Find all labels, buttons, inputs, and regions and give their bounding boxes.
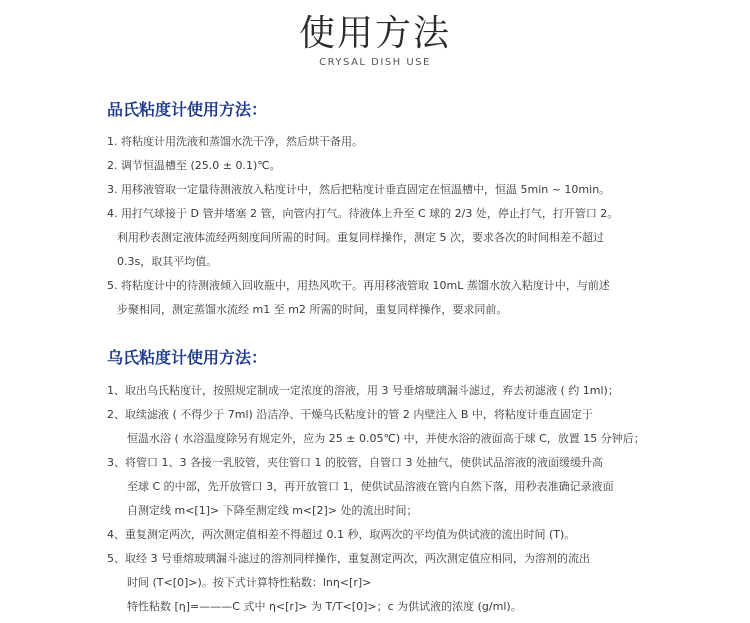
section2-line-5: 至球 C 的中部，先开放管口 3，再开放管口 1，使供试品溶液在管内自然下落，用秒表准确记录液面 <box>127 480 614 493</box>
section2-line-2: 2、取续滤液 ( 不得少于 7ml) 沿洁净、干燥乌氏粘度计的管 2 内壁注入 B 中，将粘度计垂直固定于 <box>107 408 593 421</box>
section1-line-1: 1. 将粘度计用洗液和蒸馏水洗干净，然后烘干备用。 <box>107 135 363 148</box>
section2-line-6: 自测定线 m<[1]> 下降至测定线 m<[2]> 处的流出时间； <box>127 504 418 517</box>
section1-line-8: 步聚相同，测定蒸馏水流经 m1 至 m2 所需的时间，重复同样操作，要求同前。 <box>117 303 508 316</box>
section2-line-9: 时间 (T<[0]>)。按下式计算特性粘数：lnη<[r]> <box>127 576 372 589</box>
section1-line-7: 5. 将粘度计中的待测液倾入回收瓶中，用热风吹干。再用移液管取 10mL 蒸馏水放入粘度计中，与前述 <box>107 279 610 292</box>
section1-line-5: 利用秒表测定液体流经两刻度间所需的时间。重复同样操作，测定 5 次，要求各次的时间相差不超过 <box>117 231 604 244</box>
section1-line-4: 4. 用打气球接于 D 管并堵塞 2 管，向管内打气。待液体上升至 C 球的 2/3 处，停止打气，打开管口 2。 <box>107 207 619 220</box>
section2-line-4: 3、将管口 1、3 各接一乳胶管，夹住管口 1 的胶管，自管口 3 处抽气，使供试品溶液的液面缓缓升高 <box>107 456 603 469</box>
section1-line-6: 0.3s，取其平均值。 <box>117 255 218 268</box>
section2-line-7: 4、重复测定两次，两次测定值相差不得超过 0.1 秒，取两次的平均值为供试液的流出时间 (T)。 <box>107 528 576 541</box>
section1-line-3: 3. 用移液管取一定量待测液放入粘度计中，然后把粘度计垂直固定在恒温槽中，恒温 5min ~ 10min。 <box>107 183 611 196</box>
section2-line-10: 特性粘数 [η]=———C 式中 η<[r]> 为 T/T<[0]>；c 为供试液的浓度 (g/ml)。 <box>127 600 522 613</box>
section2-heading: 乌氏粘度计使用方法： <box>107 348 268 367</box>
section1-line-2: 2. 调节恒温槽至 (25.0 ± 0.1)℃。 <box>107 159 281 172</box>
section2-line-1: 1、取出乌氏粘度计，按照规定制成一定浓度的溶液，用 3 号垂熔玻璃漏斗滤过，弃去初滤液 ( 约 1ml)； <box>107 384 619 397</box>
section2-line-3: 恒温水浴 ( 水浴温度除另有规定外，应为 25 ± 0.05℃) 中，并使水浴的液面高于球 C，放置 15 分钟后； <box>127 432 645 445</box>
page-subtitle: CRYSAL DISH USE <box>319 57 431 68</box>
page-title: 使用方法 <box>298 13 451 54</box>
section2-line-8: 5、取经 3 号垂熔玻璃漏斗滤过的溶剂同样操作，重复测定两次，两次测定值应相同，为溶剂的流出 <box>107 552 590 565</box>
section1-heading: 品氏粘度计使用方法： <box>107 100 268 119</box>
